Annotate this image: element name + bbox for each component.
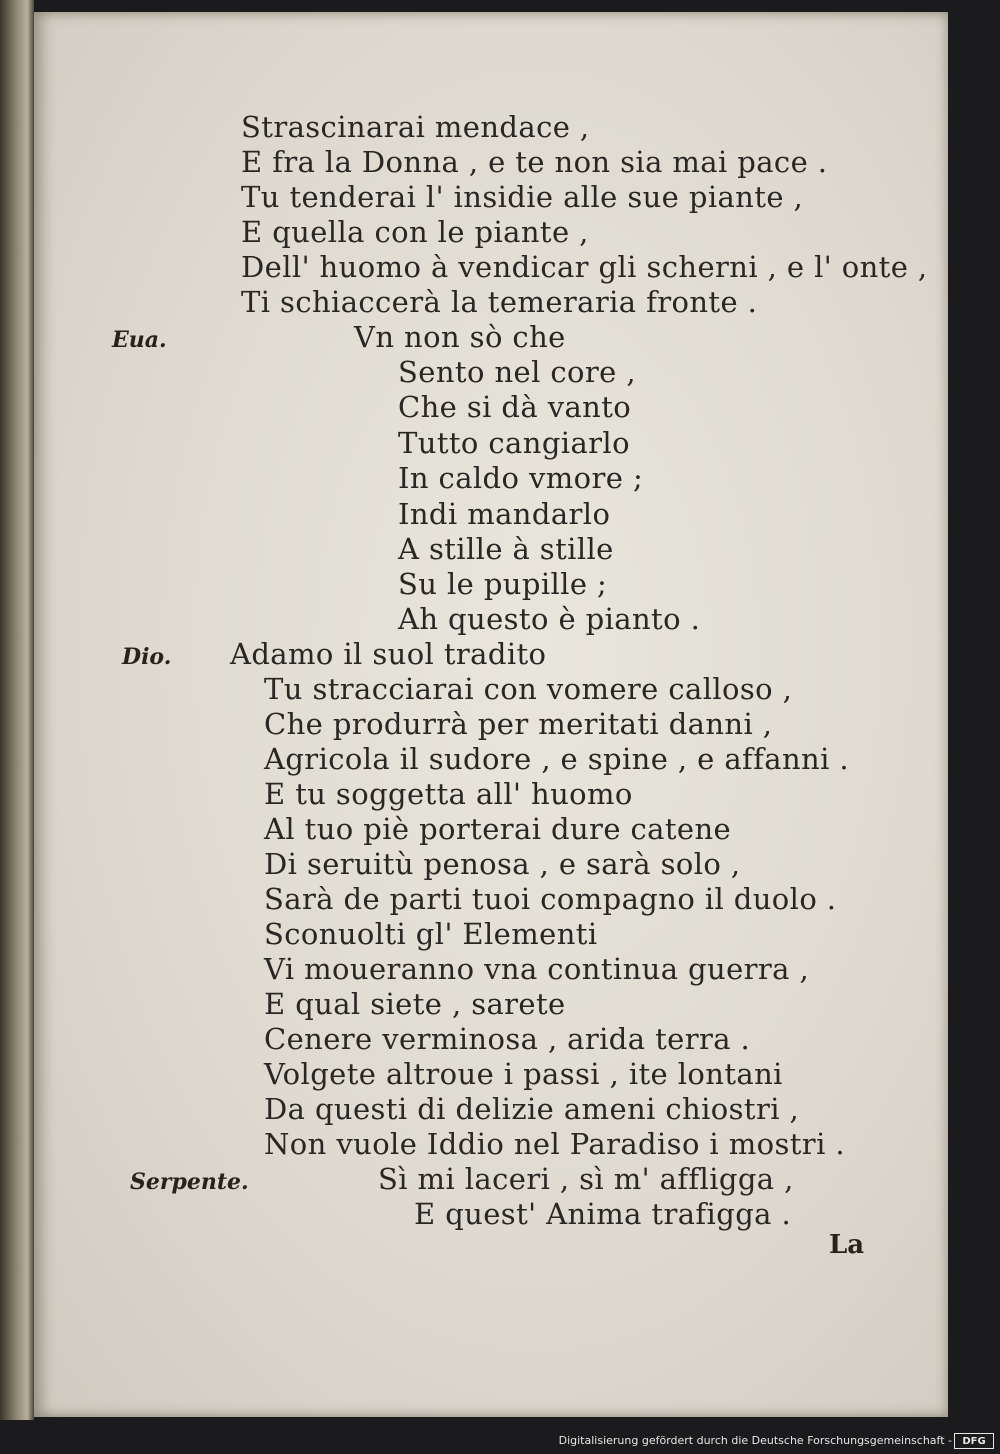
text-line: Di seruitù penosa , e sarà solo , (264, 847, 741, 881)
text-line: Vn non sò che (354, 320, 566, 354)
text-line: Adamo il suol tradito (230, 637, 547, 671)
text-line: Dell' huomo à vendicar gli scherni , e l' onte , (241, 250, 928, 284)
left-page-edge (0, 0, 34, 1420)
speaker-serpente: Serpente. (130, 1169, 249, 1195)
text-line: Non vuole Iddio nel Paradiso i mostri . (264, 1127, 845, 1161)
text-line: E tu soggetta all' huomo (264, 777, 633, 811)
text-line: Che produrrà per meritati danni , (264, 707, 773, 741)
book-page (34, 12, 948, 1417)
text-line: A stille à stille (398, 532, 614, 566)
text-line: Tu stracciarai con vomere calloso , (264, 672, 793, 706)
text-line: Che si dà vanto (398, 390, 632, 424)
text-line: Tutto cangiarlo (398, 426, 630, 460)
text-line: Sconuolti gl' Elementi (264, 917, 598, 951)
text-line: Tu tenderai l' insidie alle sue piante , (241, 180, 804, 214)
text-line: Vi moueranno vna continua guerra , (264, 952, 810, 986)
text-line: E quest' Anima trafigga . (414, 1197, 792, 1231)
text-line: Ti schiaccerà la temeraria fronte . (241, 285, 758, 319)
text-line: Da questi di delizie ameni chiostri , (264, 1092, 800, 1126)
text-line: Al tuo piè porterai dure catene (264, 812, 732, 846)
text-line: Agricola il sudore , e spine , e affanni . (264, 742, 850, 776)
text-line: In caldo vmore ; (398, 461, 644, 495)
speaker-dio: Dio. (122, 644, 172, 670)
text-line: Strascinarai mendace , (241, 110, 590, 144)
text-line: E fra la Donna , e te non sia mai pace . (241, 145, 828, 179)
text-line: Ah questo è pianto . (398, 602, 701, 636)
text-line: Cenere verminosa , arida terra . (264, 1022, 751, 1056)
text-line: Sarà de parti tuoi compagno il duolo . (264, 882, 837, 916)
text-line: Su le pupille ; (398, 567, 608, 601)
text-line: Sì mi laceri , sì m' affligga , (378, 1162, 794, 1196)
dfg-logo: DFG (954, 1433, 994, 1449)
text-line: Volgete altroue i passi , ite lontani (264, 1057, 783, 1091)
text-line: Indi mandarlo (398, 497, 611, 531)
text-line: E quella con le piante , (241, 215, 589, 249)
text-line: Sento nel core , (398, 355, 636, 389)
text-line: E qual siete , sarete (264, 987, 566, 1021)
digitization-credit: Digitalisierung gefördert durch die Deutsche Forschungsgemeinschaft - (558, 1434, 952, 1447)
catchword: La (829, 1230, 865, 1260)
speaker-eva: Eua. (112, 327, 167, 353)
